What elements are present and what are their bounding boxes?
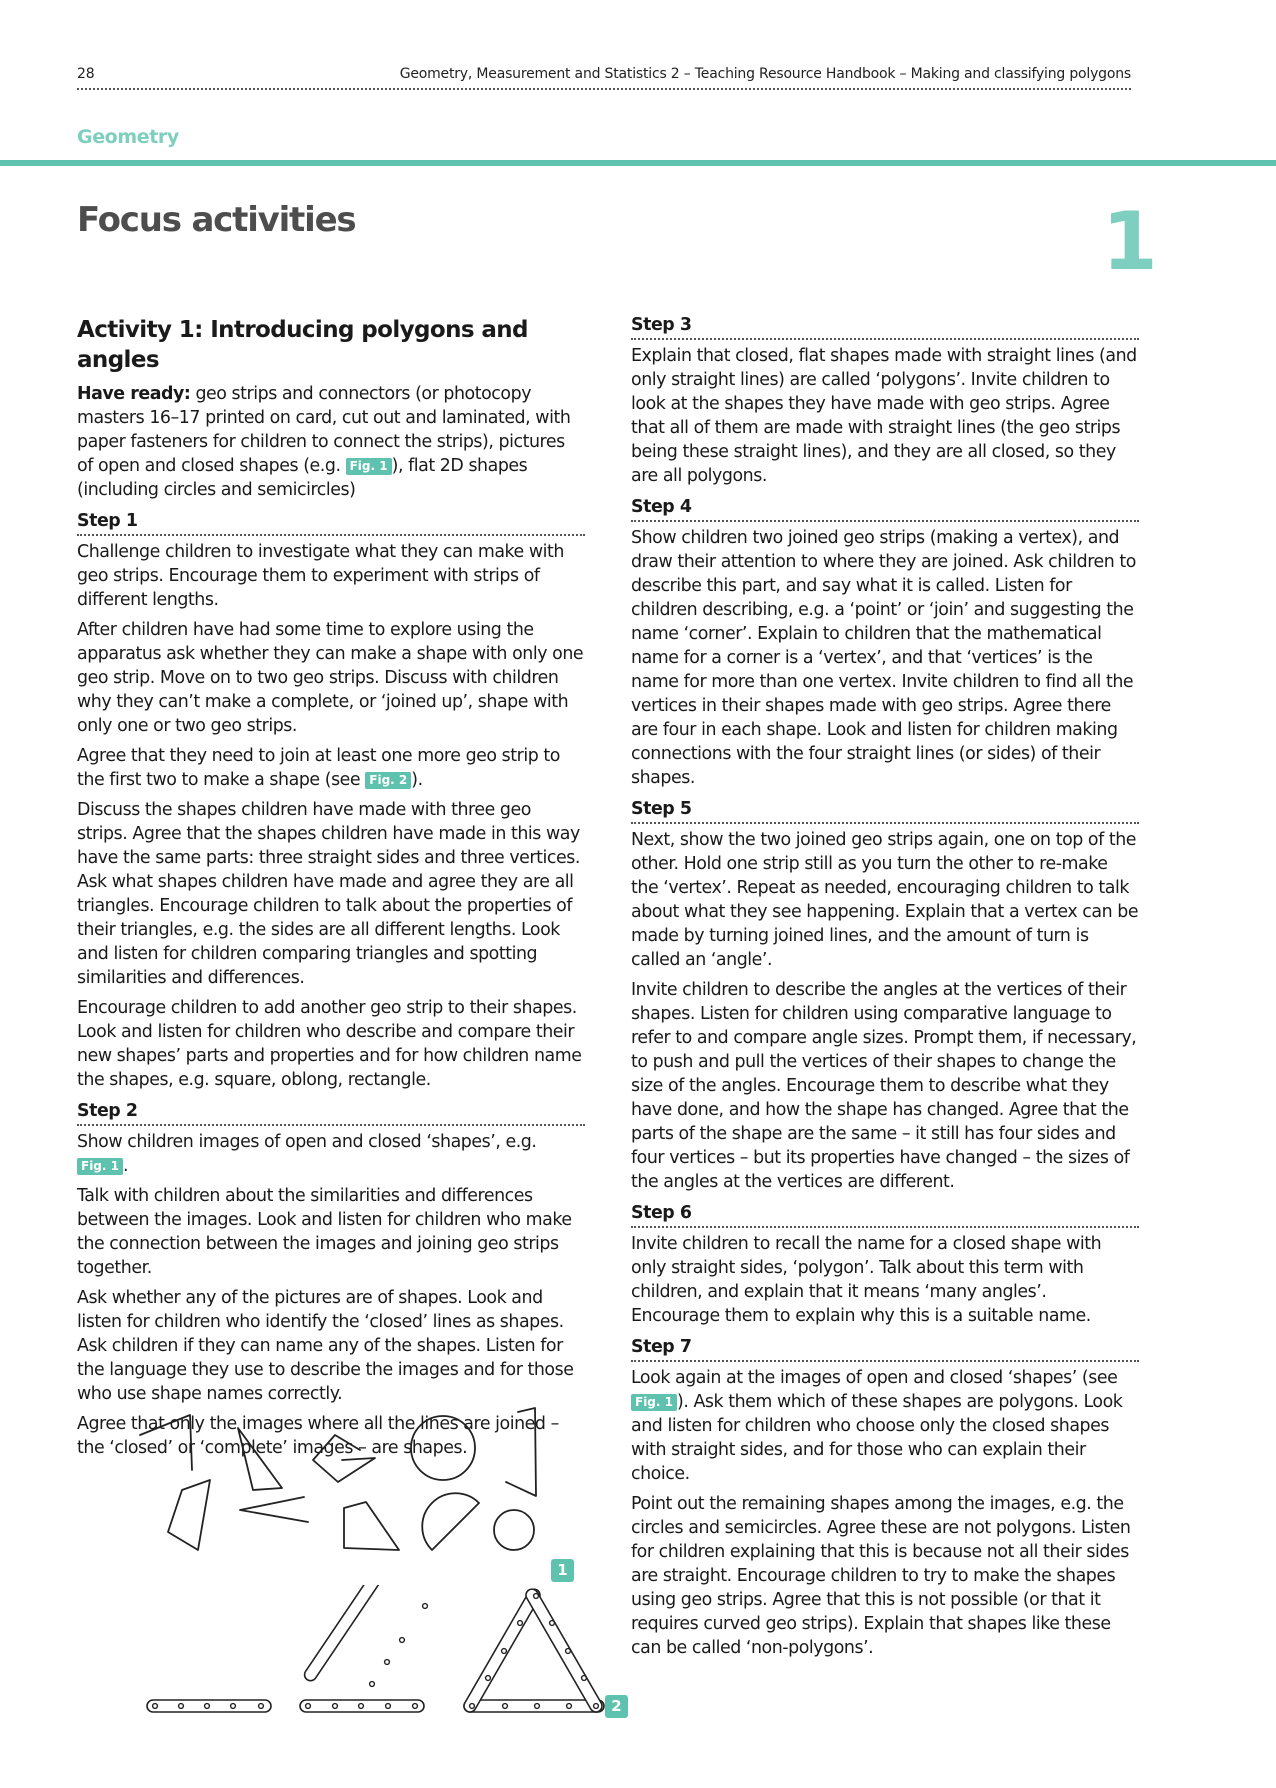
step-2-text: . bbox=[123, 1156, 129, 1176]
step-2-paragraph: Talk with children about the similarities and differences between the images. Look and listen for children who make the connection between the images and joining geo strips together. bbox=[77, 1186, 572, 1278]
right-column bbox=[631, 313, 1139, 1666]
running-header bbox=[77, 66, 1131, 90]
figure-2 bbox=[145, 1585, 605, 1715]
closed-parallelogram-shape bbox=[168, 1480, 210, 1550]
fig-2-reference[interactable]: Fig. 2 bbox=[365, 772, 411, 789]
step-7-text: ). Ask them which of these shapes are polygons. Look and listen for children who choose only the closed shapes with straight sides, and for those who can explain their choice. bbox=[631, 1392, 1123, 1484]
open-polygon-shape bbox=[313, 1435, 375, 1482]
step-5-paragraph: Next, show the two joined geo strips again, one on top of the other. Hold one strip still as you turn the other to re-make the ‘vertex’. Repeat as needed, encouraging children to talk about what they see happening. Explain that a vertex can be made by turning joined lines, and the amount of turn is called an ‘angle’. bbox=[631, 830, 1139, 970]
step-1-paragraph: After children have had some time to explore using the apparatus ask whether they can make a shape with only one geo strip. Move on to two geo strips. Discuss with children why they can’t make a complete, or ‘joined up’, shape with only one or two geo strips. bbox=[77, 620, 584, 736]
closed-triangle-shape bbox=[238, 1428, 282, 1490]
strip-hole bbox=[400, 1638, 405, 1643]
geo-strips-illustration bbox=[145, 1585, 605, 1715]
step-4-heading: Step 4 bbox=[631, 495, 1139, 522]
open-lines-shape bbox=[240, 1497, 308, 1522]
base-geo-strip bbox=[300, 1700, 424, 1712]
open-closed-shapes-illustration bbox=[120, 1400, 590, 1580]
section-label: Geometry bbox=[77, 126, 179, 148]
step-4-paragraph: Show children two joined geo strips (making a vertex), and draw their attention to where they are joined. Ask children to describe this part, and say what it is called. Listen for children describing, e.g. a ‘point’ or ‘join’ and suggesting the name ‘corner’. Explain to children that the mathematical name for a corner is a ‘vertex’, and that ‘vertices’ is the name for more than one vertex. Invite children to find all the vertices in their shapes made with geo strips. Agree there are four in each shape. Look and listen for children making connections with the four straight lines (or sides) of their shapes. bbox=[631, 528, 1136, 788]
strip-hole bbox=[370, 1682, 375, 1687]
open-angle-shape bbox=[140, 1415, 192, 1470]
running-title: Geometry, Measurement and Statistics 2 – Teaching Resource Handbook – Making and classifying polygons bbox=[399, 66, 1131, 82]
step-5-heading: Step 5 bbox=[631, 797, 1139, 824]
figure-2-badge: 2 bbox=[605, 1695, 628, 1718]
figure-1-badge: 1 bbox=[551, 1559, 574, 1582]
closed-quadrilateral-shape bbox=[344, 1502, 399, 1550]
unit-number: 1 bbox=[1102, 195, 1158, 288]
step-1-paragraph: Discuss the shapes children have made with three geo strips. Agree that the shapes children have made in this way have the same parts: three straight sides and three vertices. Ask what shapes children have made and agree they are all triangles. Encourage children to talk about the properties of their triangles, e.g. the sides are all different lengths. Look and listen for children comparing triangles and spotting similarities and differences. bbox=[77, 800, 580, 988]
have-ready-paragraph bbox=[77, 382, 585, 502]
step-2-paragraph: Agree that only the images where all the lines are joined – the ‘closed’ or ‘complete’ images – are shapes. bbox=[77, 1414, 559, 1458]
step-7-text: Look again at the images of open and closed ‘shapes’ (see bbox=[631, 1368, 1118, 1388]
page-number: 28 bbox=[77, 66, 95, 82]
fig-1-reference[interactable]: Fig. 1 bbox=[77, 1158, 123, 1175]
strip-hole bbox=[423, 1604, 428, 1609]
closed-circle-shape bbox=[411, 1416, 475, 1480]
step-3-paragraph: Explain that closed, flat shapes made with straight lines (and only straight lines) are called ‘polygons’. Invite children to look at the shapes they have made with geo strips. Agree that all of them are made with straight lines (the geo strips being these straight lines), and they are all closed, so they are all polygons. bbox=[631, 346, 1137, 486]
triangle-right-strip bbox=[524, 1587, 604, 1714]
step-1-heading: Step 1 bbox=[77, 509, 585, 536]
have-ready-text: geo strips and connectors (or photocopy masters 16–17 printed on card, cut out and laminated, with paper fasteners for children to connect the strips), pictures of open and closed shapes (e.g. bbox=[77, 384, 571, 476]
figure-1 bbox=[120, 1400, 590, 1580]
have-ready-text-end: ), flat 2D shapes (including circles and semicircles) bbox=[77, 456, 528, 500]
step-1-text: ). bbox=[411, 770, 423, 790]
strip-hole bbox=[385, 1660, 390, 1665]
step-2-paragraph bbox=[77, 1130, 585, 1178]
step-2-heading: Step 2 bbox=[77, 1099, 585, 1126]
step-2-text: Show children images of open and closed ‘shapes’, e.g. bbox=[77, 1132, 537, 1152]
fig-1-reference[interactable]: Fig. 1 bbox=[631, 1394, 677, 1411]
step-1-paragraph bbox=[77, 744, 585, 792]
step-1-paragraph: Encourage children to add another geo strip to their shapes. Look and listen for children who describe and compare their new shapes’ parts and properties and for how children name the shapes, e.g. square, oblong, rectangle. bbox=[77, 998, 582, 1090]
step-1-text: Agree that they need to join at least one more geo strip to the first two to make a shape (see bbox=[77, 746, 560, 790]
activity-title: Activity 1: Introducing polygons and angles bbox=[77, 317, 528, 373]
step-6-heading: Step 6 bbox=[631, 1201, 1139, 1228]
angled-geo-strip bbox=[302, 1585, 381, 1683]
left-column bbox=[77, 315, 585, 1466]
fig-1-reference[interactable]: Fig. 1 bbox=[346, 458, 392, 475]
step-6-paragraph: Invite children to recall the name for a closed shape with only straight sides, ‘polygon’. Talk about this term with children, and explain that it means ‘many angles’. Encourage them to explain why this is a suitable name. bbox=[631, 1234, 1102, 1326]
step-7-heading: Step 7 bbox=[631, 1335, 1139, 1362]
step-7-paragraph: Point out the remaining shapes among the images, e.g. the circles and semicircles. Agree these are not polygons. Listen for children explaining that this is because not all their sides are straight. Encourage children to try to make the shapes using geo strips. Agree that this is not possible (or that it requires curved geo strips). Explain that shapes like these can be called ‘non-polygons’. bbox=[631, 1494, 1131, 1658]
step-5-paragraph: Invite children to describe the angles at the vertices of their shapes. Listen for children using comparative language to refer to and compare angle sizes. Prompt them, if necessary, to push and pull the vertices of their shapes to change the size of the angles. Encourage them to describe what they have done, and how the shape has changed. Agree that the parts of the shape are the same – it still has four sides and four vertices – but its properties have changed – the sizes of the angles at the vertices are different. bbox=[631, 980, 1137, 1192]
section-divider bbox=[0, 160, 1276, 166]
closed-semicircle-shape bbox=[422, 1493, 479, 1550]
step-1-paragraph: Challenge children to investigate what they can make with geo strips. Encourage them to experiment with strips of different lengths. bbox=[77, 542, 564, 610]
step-7-paragraph bbox=[631, 1366, 1139, 1486]
step-2-paragraph: Ask whether any of the pictures are of shapes. Look and listen for children who identify the ‘closed’ lines as shapes. Ask children if they can name any of the shapes. Listen for the language they use to describe the images and for those who use shape names correctly. bbox=[77, 1288, 574, 1404]
page-title: Focus activities bbox=[77, 200, 356, 240]
closed-small-circle-shape bbox=[494, 1510, 534, 1550]
step-3-heading: Step 3 bbox=[631, 313, 1139, 340]
have-ready-label: Have ready: bbox=[77, 384, 191, 404]
open-hook-shape bbox=[506, 1408, 536, 1496]
